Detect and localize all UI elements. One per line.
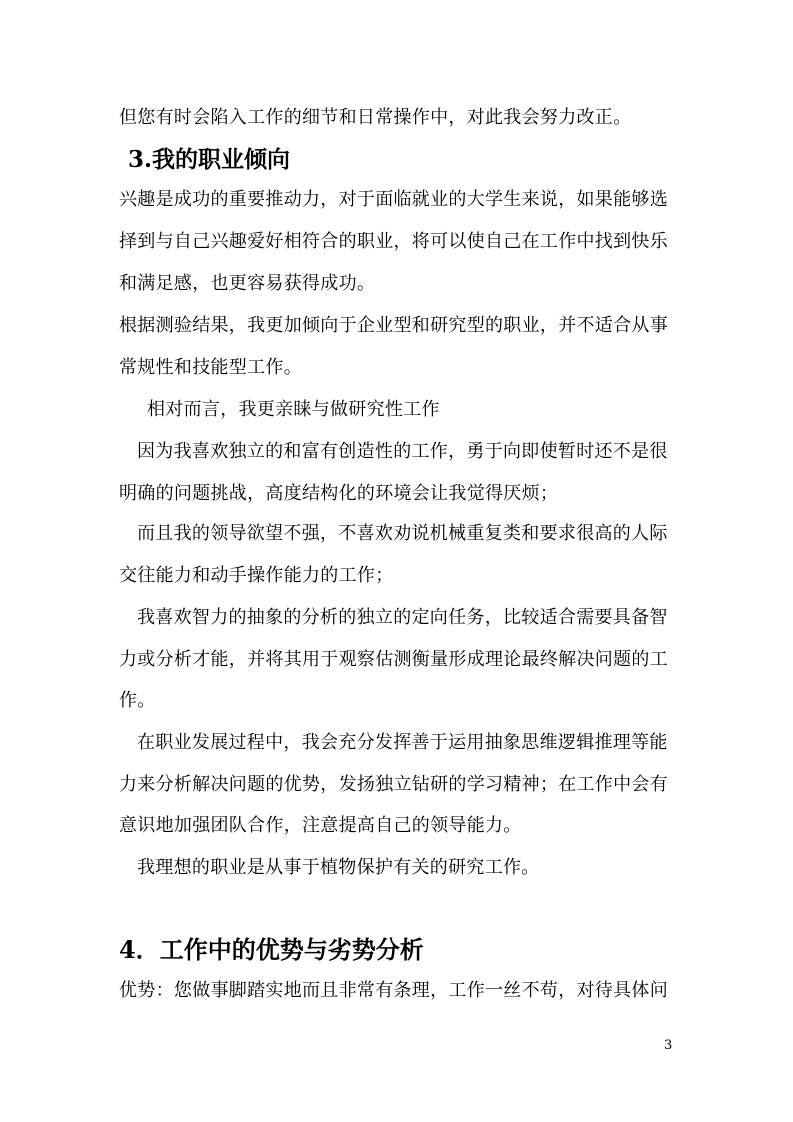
section-heading-4: 4．工作中的优势与劣势分析	[119, 935, 424, 964]
paragraph-line-1: 但您有时会陷入工作的细节和日常操作中，对此我会努力改正。	[119, 107, 632, 128]
paragraph-line-10: 而且我的领导欲望不强，不喜欢劝说机械重复类和要求很高的人际	[137, 523, 668, 544]
paragraph-line-18: 我理想的职业是从事于植物保护有关的研究工作。	[137, 857, 540, 878]
paragraph-line-8: 因为我喜欢独立的和富有创造性的工作，勇于向即使暂时还不是很	[137, 441, 668, 462]
paragraph-line-13: 力或分析才能，并将其用于观察估测衡量形成理论最终解决问题的工	[119, 649, 668, 670]
paragraph-line-5: 根据测验结果，我更加倾向于企业型和研究型的职业，并不适合从事	[119, 315, 668, 336]
paragraph-line-16: 力来分析解决问题的优势，发扬独立钻研的学习精神；在工作中会有	[119, 774, 668, 795]
paragraph-line-17: 意识地加强团队合作，注意提高自己的领导能力。	[119, 815, 522, 836]
page-number: 3	[664, 1038, 673, 1053]
paragraph-line-3: 择到与自己兴趣爱好相符合的职业，将可以使自己在工作中找到快乐	[119, 231, 668, 252]
paragraph-line-19: 优势：您做事脚踏实地而且非常有条理，工作一丝不苟，对待具体问	[119, 980, 668, 1001]
paragraph-line-9: 明确的问题挑战，高度结构化的环境会让我觉得厌烦；	[119, 483, 559, 504]
paragraph-line-11: 交往能力和动手操作能力的工作；	[119, 565, 394, 586]
paragraph-line-15: 在职业发展过程中，我会充分发挥善于运用抽象思维逻辑推理等能	[137, 732, 668, 753]
section-heading-3: 3.我的职业倾向	[128, 146, 291, 173]
paragraph-line-12: 我喜欢智力的抽象的分析的独立的定向任务，比较适合需要具备智	[137, 607, 668, 628]
paragraph-line-7: 相对而言，我更亲睐与做研究性工作	[147, 399, 440, 420]
paragraph-line-14: 作。	[119, 690, 156, 711]
paragraph-line-6: 常规性和技能型工作。	[119, 357, 302, 378]
paragraph-line-2: 兴趣是成功的重要推动力，对于面临就业的大学生来说，如果能够选	[119, 189, 668, 210]
paragraph-line-4: 和满足感，也更容易获得成功。	[119, 273, 376, 294]
